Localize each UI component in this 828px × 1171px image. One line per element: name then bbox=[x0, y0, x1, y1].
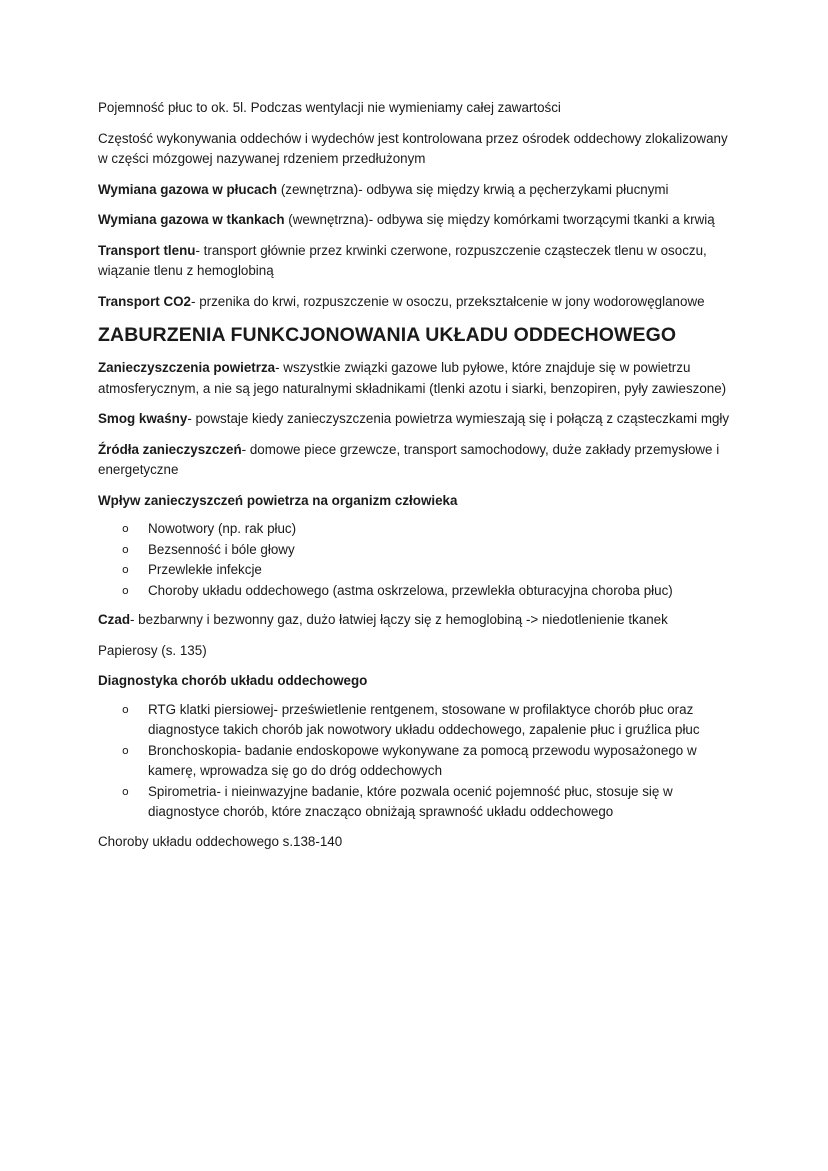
term-bold: Źródła zanieczyszczeń bbox=[98, 441, 242, 457]
term-definition: - wszystkie związki gazowe lub pyłowe, które znajduje się w powietrzu atmosferycznym, a nie są jego naturalnymi składnikami (tlenki azotu i siarki, benzopiren, pyły zawieszone) bbox=[98, 360, 727, 396]
list-item-text: Przewlekłe infekcje bbox=[148, 562, 262, 577]
term-definition: - transport głównie przez krwinki czerwone, rozpuszczenie cząsteczek tlenu w osoczu, wiązanie tlenu z hemoglobiną bbox=[98, 242, 707, 278]
diagnostics-subheading: Diagnostyka chorób układu oddechowego bbox=[98, 673, 368, 688]
list-item-text: Bezsenność i bóle głowy bbox=[148, 541, 295, 557]
paragraph-pollution-sources bbox=[98, 440, 738, 481]
list-item bbox=[98, 581, 738, 602]
term-bold: Smog kwaśny bbox=[98, 411, 188, 426]
term-definition: (zewnętrzna)- odbywa się między krwią a pęcherzykami płucnymi bbox=[277, 181, 669, 197]
term-bold: Czad bbox=[98, 612, 130, 627]
list-item-text: Bronchoskopia- badanie endoskopowe wykonywane za pomocą przewodu wyposażonego w kamerę, wprowadza się go do dróg oddechowych bbox=[148, 742, 697, 778]
list-item-text: Spirometria- i nieinwazyjne badanie, które pozwala ocenić pojemność płuc, stosuje się w diagnostyce chorób, które znacząco obniżają sprawność układu oddechowego bbox=[148, 783, 673, 819]
paragraph-air-pollution bbox=[98, 358, 738, 399]
section-heading: ZABURZENIA FUNKCJONOWANIA UKŁADU ODDECHOWEGO bbox=[98, 324, 677, 346]
list-item bbox=[98, 782, 738, 823]
list-item-text: Nowotwory (np. rak płuc) bbox=[148, 521, 297, 536]
term-definition: - bezbarwny i bezwonny gaz, dużo łatwiej łączy się z hemoglobiną -> niedotlenienie tkanek bbox=[130, 612, 668, 627]
circle-bullet-icon: o bbox=[122, 702, 129, 716]
term-definition: - przenika do krwi, rozpuszczenie w osoczu, przekształcenie w jony wodorowęglanowe bbox=[191, 293, 705, 309]
diagnostics-list bbox=[98, 700, 738, 823]
effects-subheading: Wpływ zanieczyszczeń powietrza na organizm człowieka bbox=[98, 492, 458, 508]
paragraph-lung-capacity bbox=[98, 98, 738, 119]
circle-bullet-icon: o bbox=[122, 522, 129, 535]
document-page bbox=[98, 98, 738, 862]
list-item bbox=[98, 560, 738, 581]
circle-bullet-icon: o bbox=[122, 542, 129, 556]
paragraph-cigarettes: Papierosy (s. 135) bbox=[98, 642, 207, 658]
circle-bullet-icon: o bbox=[122, 563, 129, 576]
effects-list bbox=[98, 519, 738, 601]
paragraph-co2-transport bbox=[98, 292, 738, 313]
list-item bbox=[98, 540, 738, 561]
paragraph-carbon-monoxide bbox=[98, 610, 738, 631]
paragraph-oxygen-transport bbox=[98, 241, 738, 282]
list-item-text: Choroby układu oddechowego (astma oskrzelowa, przewlekła obturacyjna choroba płuc) bbox=[148, 582, 673, 598]
term-bold: Transport CO2 bbox=[98, 293, 192, 309]
term-bold: Wymiana gazowa w płucach bbox=[98, 181, 278, 197]
term-definition: - powstaje kiedy zanieczyszczenia powietrza wymieszają się i połączą z cząsteczkami mgły bbox=[187, 411, 730, 426]
paragraph-text: Pojemność płuc to ok. 5l. Podczas wentylacji nie wymieniamy całej zawartości bbox=[98, 100, 561, 115]
term-bold: Zanieczyszczenia powietrza bbox=[98, 360, 276, 375]
paragraph-text: Częstość wykonywania oddechów i wydechów jest kontrolowana przez ośrodek oddechowy zlokalizowany w części mózgowej nazywanej rdzeniem przedłużonym bbox=[98, 130, 728, 166]
term-definition: - domowe piece grzewcze, transport samochodowy, duże zakłady przemysłowe i energetyczne bbox=[98, 441, 720, 477]
list-item bbox=[98, 519, 738, 540]
paragraph-breathing-rate bbox=[98, 129, 738, 170]
circle-bullet-icon: o bbox=[122, 743, 129, 757]
circle-bullet-icon: o bbox=[122, 583, 129, 597]
term-bold: Transport tlenu bbox=[98, 242, 196, 258]
paragraph-acid-smog bbox=[98, 409, 738, 430]
term-bold: Wymiana gazowa w tkankach bbox=[98, 212, 285, 227]
list-item bbox=[98, 741, 738, 782]
paragraph-gas-exchange-lungs bbox=[98, 180, 738, 201]
paragraph-diseases-reference: Choroby układu oddechowego s.138-140 bbox=[98, 833, 343, 849]
list-item bbox=[98, 700, 738, 741]
paragraph-gas-exchange-tissues bbox=[98, 210, 738, 231]
list-item-text: RTG klatki piersiowej- prześwietlenie rentgenem, stosowane w profilaktyce chorób płuc oraz diagnostyce takich chorób jak nowotwory układu oddechowego, zapalenie płuc i gruźlica płuc bbox=[148, 701, 700, 737]
circle-bullet-icon: o bbox=[122, 784, 129, 798]
term-definition: (wewnętrzna)- odbywa się między komórkami tworzącymi tkanki a krwią bbox=[284, 212, 715, 227]
